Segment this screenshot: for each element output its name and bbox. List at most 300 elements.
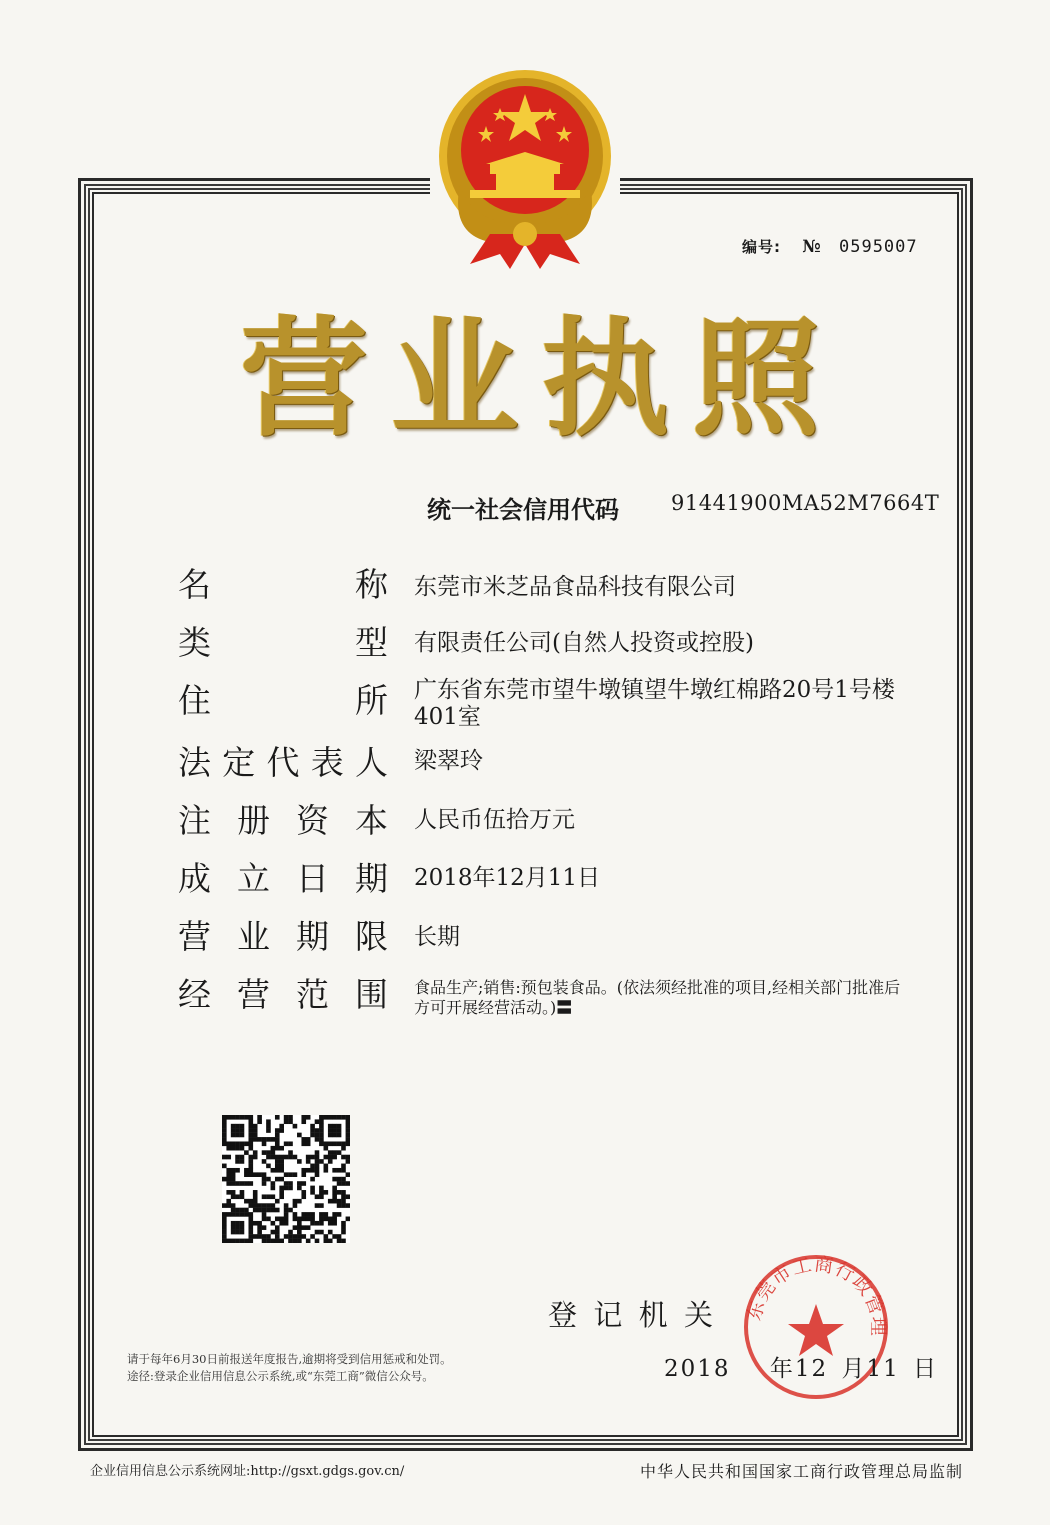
serial-number: [742, 236, 918, 257]
qr-module: [293, 1212, 298, 1217]
qr-module: [306, 1225, 311, 1230]
qr-module: [248, 1225, 253, 1230]
qr-module: [341, 1168, 346, 1173]
qr-module: [328, 1217, 333, 1222]
qr-module: [275, 1217, 280, 1222]
qr-module: [266, 1150, 271, 1155]
qr-module: [231, 1141, 236, 1146]
qr-module: [235, 1128, 240, 1133]
qr-module: [328, 1155, 333, 1160]
label-char: 册: [237, 801, 270, 840]
qr-module: [310, 1164, 315, 1169]
qr-module: [222, 1234, 227, 1239]
label-char: 表: [310, 743, 344, 782]
notice-line: 请于每年6月30日前报送年度报告,逾期将受到信用惩戒和处罚。: [127, 1352, 452, 1366]
qr-module: [293, 1217, 298, 1222]
qr-module: [231, 1239, 236, 1243]
qr-module: [301, 1234, 306, 1239]
qr-module: [262, 1208, 267, 1213]
qr-module: [301, 1190, 306, 1195]
qr-module: [244, 1239, 249, 1243]
qr-module: [284, 1181, 289, 1186]
qr-module: [279, 1155, 284, 1160]
qr-module: [257, 1225, 262, 1230]
qr-module: [337, 1150, 342, 1155]
serial-no-mark: №: [802, 237, 822, 257]
qr-module: [319, 1133, 324, 1138]
qr-module: [315, 1239, 320, 1243]
qr-module: [235, 1181, 240, 1186]
field-value: 人民币伍拾万元: [414, 807, 575, 833]
qr-module: [337, 1177, 342, 1182]
qr-module: [253, 1133, 258, 1138]
field-label: [178, 801, 388, 840]
qr-module: [301, 1168, 306, 1173]
authority-char: 登: [548, 1298, 578, 1332]
qr-module: [248, 1137, 253, 1142]
qr-module: [235, 1221, 240, 1226]
qr-module: [319, 1212, 324, 1217]
qr-module: [284, 1234, 289, 1239]
qr-module: [301, 1181, 306, 1186]
label-char: 本: [355, 801, 388, 840]
qr-module: [248, 1230, 253, 1235]
qr-module: [275, 1159, 280, 1164]
qr-module: [328, 1128, 333, 1133]
qr-module: [341, 1230, 346, 1235]
qr-module: [332, 1217, 337, 1222]
qr-module: [346, 1172, 350, 1177]
qr-module: [271, 1230, 276, 1235]
qr-module: [275, 1141, 280, 1146]
qr-module: [341, 1164, 346, 1169]
qr-module: [262, 1234, 267, 1239]
qr-module: [315, 1221, 320, 1226]
qr-module: [346, 1194, 350, 1199]
qr-module: [337, 1141, 342, 1146]
qr-module: [328, 1159, 333, 1164]
qr-module: [328, 1230, 333, 1235]
qr-module: [279, 1221, 284, 1226]
field-label: [178, 917, 388, 956]
qr-module: [231, 1203, 236, 1208]
qr-module: [253, 1221, 258, 1226]
qr-module: [310, 1221, 315, 1226]
label-char: 经: [178, 975, 211, 1014]
qr-module: [271, 1208, 276, 1213]
qr-module: [293, 1172, 298, 1177]
qr-module: [248, 1159, 253, 1164]
qr-module: [332, 1155, 337, 1160]
qr-module: [288, 1155, 293, 1160]
qr-module: [231, 1181, 236, 1186]
field-value: 广东省东莞市望牛墩镇望牛墩红棉路20号1号楼401室: [414, 677, 895, 730]
qr-module: [231, 1128, 236, 1133]
qr-module: [253, 1208, 258, 1213]
qr-module: [271, 1137, 276, 1142]
qr-module: [306, 1115, 311, 1120]
field-value: 长期: [414, 924, 460, 950]
qr-module: [324, 1239, 329, 1243]
qr-module: [332, 1190, 337, 1195]
qr-module: [319, 1115, 324, 1120]
qr-module: [222, 1155, 227, 1160]
qr-module: [226, 1190, 231, 1195]
qr-module: [266, 1239, 271, 1243]
qr-module: [319, 1159, 324, 1164]
footer-supervisor: 中华人民共和国国家工商行政管理总局监制: [640, 1462, 964, 1481]
qr-module: [271, 1181, 276, 1186]
qr-module: [248, 1217, 253, 1222]
qr-module: [240, 1115, 245, 1120]
qr-module: [275, 1137, 280, 1142]
qr-module: [231, 1124, 236, 1129]
qr-module: [275, 1164, 280, 1169]
qr-module: [253, 1150, 258, 1155]
qr-module: [324, 1212, 329, 1217]
qr-module: [275, 1208, 280, 1213]
qr-module: [240, 1230, 245, 1235]
qr-module: [310, 1128, 315, 1133]
qr-module: [271, 1194, 276, 1199]
qr-module: [248, 1124, 253, 1129]
qr-module: [240, 1141, 245, 1146]
qr-module: [284, 1212, 289, 1217]
qr-module: [328, 1199, 333, 1204]
qr-module: [248, 1115, 253, 1120]
qr-module: [257, 1137, 262, 1142]
qr-module: [275, 1239, 280, 1243]
qr-module: [310, 1168, 315, 1173]
credit-code-label: 统一社会信用代码: [427, 496, 619, 524]
authority-char: 关: [683, 1298, 713, 1332]
qr-module: [315, 1137, 320, 1142]
qr-module: [222, 1133, 227, 1138]
qr-module: [231, 1225, 236, 1230]
authority-char: 记: [593, 1298, 623, 1332]
qr-module: [231, 1168, 236, 1173]
qr-module: [310, 1177, 315, 1182]
label-char: 范: [296, 975, 329, 1014]
qr-module: [222, 1124, 227, 1129]
qr-module: [337, 1168, 342, 1173]
label-char: 期: [296, 917, 329, 956]
qr-module: [337, 1199, 342, 1204]
qr-module: [235, 1212, 240, 1217]
qr-module: [328, 1141, 333, 1146]
qr-module: [266, 1203, 271, 1208]
field-label: [178, 975, 388, 1014]
issue-month: 12: [794, 1356, 829, 1382]
qr-module: [279, 1128, 284, 1133]
qr-module: [226, 1181, 231, 1186]
qr-module: [231, 1115, 236, 1120]
qr-module: [328, 1221, 333, 1226]
qr-module: [293, 1155, 298, 1160]
qr-module: [240, 1221, 245, 1226]
qr-module: [315, 1159, 320, 1164]
qr-module: [262, 1217, 267, 1222]
qr-module: [297, 1159, 302, 1164]
serial-value: 0595007: [838, 237, 918, 257]
qr-module: [306, 1137, 311, 1142]
qr-module: [284, 1155, 289, 1160]
qr-module: [257, 1230, 262, 1235]
svg-text:东莞市工商行政管理局: 东莞市工商行政管理: [742, 1253, 890, 1337]
qr-module: [297, 1133, 302, 1138]
qr-module: [235, 1239, 240, 1243]
qr-module: [332, 1177, 337, 1182]
qr-module: [279, 1124, 284, 1129]
qr-module: [235, 1146, 240, 1151]
label-char: 代: [266, 743, 300, 782]
label-char: 限: [355, 917, 388, 956]
qr-module: [222, 1141, 227, 1146]
qr-module: [341, 1181, 346, 1186]
title-char: 业: [390, 305, 519, 454]
qr-module: [271, 1221, 276, 1226]
qr-module: [279, 1239, 284, 1243]
qr-module: [332, 1199, 337, 1204]
qr-module: [301, 1212, 306, 1217]
qr-module: [248, 1199, 253, 1204]
footer-website: 企业信用信息公示系统网址:http://gsxt.gdgs.gov.cn/: [90, 1464, 405, 1479]
qr-module: [337, 1234, 342, 1239]
qr-module: [324, 1146, 329, 1151]
qr-module: [288, 1115, 293, 1120]
qr-module: [262, 1137, 267, 1142]
qr-module: [288, 1230, 293, 1235]
qr-module: [271, 1150, 276, 1155]
qr-module: [222, 1119, 227, 1124]
qr-module: [319, 1119, 324, 1124]
qr-module: [297, 1239, 302, 1243]
qr-module: [284, 1119, 289, 1124]
qr-module: [288, 1150, 293, 1155]
qr-module: [253, 1137, 258, 1142]
label-char: 定: [222, 743, 256, 782]
qr-module: [284, 1172, 289, 1177]
qr-module: [279, 1217, 284, 1222]
qr-module: [341, 1177, 346, 1182]
qr-module: [222, 1221, 227, 1226]
qr-module: [346, 1128, 350, 1133]
qr-module: [240, 1124, 245, 1129]
qr-module: [324, 1234, 329, 1239]
qr-module: [271, 1168, 276, 1173]
qr-module: [279, 1168, 284, 1173]
qr-module: [279, 1177, 284, 1182]
qr-module: [310, 1186, 315, 1191]
qr-module: [244, 1150, 249, 1155]
qr-module: [328, 1133, 333, 1138]
qr-module: [288, 1181, 293, 1186]
qr-module: [310, 1155, 315, 1160]
qr-module: [231, 1177, 236, 1182]
qr-module: [222, 1164, 227, 1169]
label-char: 称: [355, 565, 388, 604]
qr-module: [315, 1155, 320, 1160]
qr-module: [332, 1168, 337, 1173]
qr-module: [231, 1194, 236, 1199]
qr-module: [288, 1208, 293, 1213]
qr-module: [231, 1212, 236, 1217]
qr-module: [337, 1212, 342, 1217]
qr-module: [240, 1155, 245, 1160]
qr-module: [248, 1164, 253, 1169]
qr-module: [244, 1199, 249, 1204]
qr-module: [226, 1141, 231, 1146]
authority-char: 机: [638, 1298, 668, 1332]
qr-module: [231, 1230, 236, 1235]
qr-module: [248, 1234, 253, 1239]
year-char: 年: [769, 1356, 795, 1382]
qr-module: [235, 1194, 240, 1199]
qr-module: [248, 1146, 253, 1151]
qr-module: [226, 1115, 231, 1120]
qr-module: [248, 1212, 253, 1217]
qr-module: [262, 1212, 267, 1217]
qr-code[interactable]: [222, 1115, 350, 1243]
qr-module: [248, 1221, 253, 1226]
qr-module: [306, 1239, 311, 1243]
qr-module: [337, 1181, 342, 1186]
qr-module: [262, 1150, 267, 1155]
qr-module: [315, 1203, 320, 1208]
qr-module: [222, 1217, 227, 1222]
qr-module: [248, 1128, 253, 1133]
qr-module: [337, 1133, 342, 1138]
qr-module: [235, 1225, 240, 1230]
qr-module: [275, 1230, 280, 1235]
qr-module: [262, 1239, 267, 1243]
qr-module: [231, 1146, 236, 1151]
qr-module: [310, 1217, 315, 1222]
qr-module: [253, 1199, 258, 1204]
title-char: 照: [691, 305, 820, 454]
qr-module: [337, 1203, 342, 1208]
qr-module: [319, 1186, 324, 1191]
qr-module: [235, 1141, 240, 1146]
qr-module: [266, 1137, 271, 1142]
qr-module: [341, 1155, 346, 1160]
label-char: 业: [237, 917, 270, 956]
qr-module: [315, 1119, 320, 1124]
qr-module: [341, 1115, 346, 1120]
qr-module: [301, 1172, 306, 1177]
label-char: 法: [178, 743, 211, 782]
qr-module: [301, 1119, 306, 1124]
field-label: [178, 623, 388, 662]
qr-module: [257, 1119, 262, 1124]
field-value: 东莞市米芝品食品科技有限公司: [414, 574, 736, 600]
issue-date: [664, 1350, 938, 1383]
qr-module: [244, 1208, 249, 1213]
qr-module: [275, 1199, 280, 1204]
qr-module: [324, 1115, 329, 1120]
qr-module: [332, 1212, 337, 1217]
qr-module: [293, 1239, 298, 1243]
qr-module: [332, 1115, 337, 1120]
qr-module: [222, 1239, 227, 1243]
qr-module: [279, 1186, 284, 1191]
qr-module: [248, 1239, 253, 1243]
qr-module: [315, 1230, 320, 1235]
qr-module: [248, 1133, 253, 1138]
issue-year: 2018: [664, 1356, 731, 1382]
qr-module: [262, 1141, 267, 1146]
registration-authority: [548, 1293, 713, 1334]
qr-module: [222, 1225, 227, 1230]
qr-module: [240, 1159, 245, 1164]
qr-module: [346, 1124, 350, 1129]
qr-module: [310, 1133, 315, 1138]
label-char: 围: [355, 975, 388, 1014]
qr-module: [240, 1225, 245, 1230]
qr-module: [226, 1203, 231, 1208]
qr-module: [293, 1199, 298, 1204]
qr-module: [231, 1221, 236, 1226]
qr-module: [262, 1225, 267, 1230]
qr-module: [341, 1199, 346, 1204]
field-value: 有限责任公司(自然人投资或控股): [414, 630, 754, 656]
qr-module: [262, 1203, 267, 1208]
field-value: [414, 978, 914, 1018]
qr-module: [306, 1155, 311, 1160]
qr-module: [240, 1146, 245, 1151]
qr-module: [284, 1115, 289, 1120]
qr-module: [266, 1194, 271, 1199]
qr-module: [324, 1217, 329, 1222]
qr-module: [341, 1194, 346, 1199]
qr-module: [332, 1133, 337, 1138]
qr-module: [315, 1172, 320, 1177]
qr-module: [310, 1190, 315, 1195]
qr-module: [275, 1133, 280, 1138]
qr-module: [271, 1155, 276, 1160]
qr-module: [248, 1168, 253, 1173]
title-char: 执: [541, 305, 670, 454]
qr-module: [231, 1133, 236, 1138]
qr-module: [226, 1168, 231, 1173]
qr-module: [222, 1128, 227, 1133]
qr-module: [288, 1186, 293, 1191]
qr-module: [262, 1159, 267, 1164]
qr-module: [222, 1177, 227, 1182]
qr-module: [235, 1124, 240, 1129]
qr-module: [293, 1234, 298, 1239]
qr-module: [266, 1234, 271, 1239]
qr-module: [341, 1190, 346, 1195]
qr-module: [244, 1172, 249, 1177]
qr-module: [341, 1239, 346, 1243]
qr-module: [319, 1137, 324, 1142]
qr-module: [346, 1181, 350, 1186]
qr-module: [297, 1217, 302, 1222]
qr-module: [226, 1212, 231, 1217]
qr-module: [346, 1119, 350, 1124]
qr-module: [284, 1217, 289, 1222]
qr-module: [306, 1159, 311, 1164]
qr-module: [337, 1124, 342, 1129]
qr-module: [297, 1230, 302, 1235]
qr-module: [328, 1239, 333, 1243]
qr-module: [328, 1150, 333, 1155]
qr-module: [315, 1168, 320, 1173]
qr-module: [319, 1194, 324, 1199]
qr-module: [297, 1186, 302, 1191]
qr-module: [319, 1124, 324, 1129]
